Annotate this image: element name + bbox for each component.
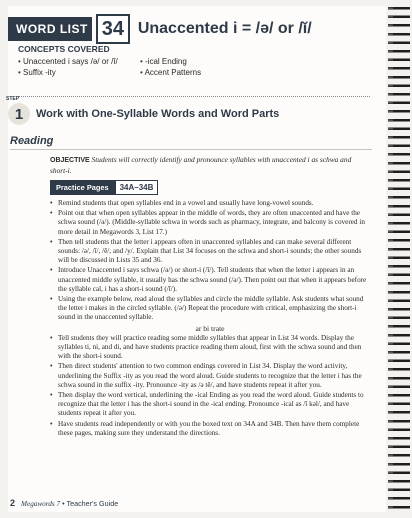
concepts-covered [18, 44, 370, 97]
page-footer: 2 Megawords 7 • Teacher's Guide [10, 498, 119, 508]
list-item: • Then tell students that the letter i appears often in unaccented syllables and can make several different sounds: /ə/, /ĭ/, /ē/, and /y/. Explain that List 34 focuses on the schwa and short-i sounds; the other sounds will be discussed in Lists 35 and 36. [50, 238, 370, 266]
list-item: • Introduce Unaccented i says schwa (/ə/) or short-i (/ĭ/). Tell students that when the letter i appears in an unaccented middle syllable, it usually has the schwa sound (/ə/). Then point out that when it appears before the syllable cal, i has a short-i sound (/ĭ/). [50, 266, 370, 294]
list-item: • Using the example below, read aloud the syllables and circle the middle syllable. Ask students what sound the letter i makes in the circled syllable. (/ə/) Repeat the procedure with critical, emphasizing the short-i sound in the unaccented syllable. [50, 295, 370, 323]
concepts-title: CONCEPTS COVERED [18, 44, 110, 54]
objective [50, 155, 368, 176]
list-item: • Then display the word vertical, underlining the -ical Ending as you read the word aloud. Guide students to recognize that the letter i has the short-i sound in the -ical ending. Pronounce -ical as /ĭ kəl/, and have students repeat it after you. [50, 391, 370, 419]
page-title: Unaccented i = /ə/ or /ĭ/ [137, 20, 312, 37]
step-heading [6, 96, 280, 125]
step-label: STEP [6, 96, 20, 102]
spiral-binding [388, 4, 410, 514]
list-number: 34 [96, 14, 130, 44]
section-title: Reading [10, 135, 54, 147]
step-title: Work with One-Syllable Words and Word Parts [36, 108, 280, 120]
list-item: • Remind students that open syllables end in a vowel and usually have long-vowel sounds. [50, 199, 370, 208]
objective-text: Students will correctly identify and pronounce syllables with unaccented i as schwa and short-i. [50, 155, 352, 175]
word-list-header [8, 14, 312, 44]
objective-label: OBJECTIVE [50, 157, 90, 164]
list-item: • Have students read independently or with you the boxed text on 34A and 34B. Then have them complete these pages, making sure they understand the directions. [50, 420, 370, 438]
concept-item: • Unaccented i says /ə/ or /ĭ/ [18, 57, 140, 66]
list-item: • Then direct students' attention to two common endings covered in List 34. Display the word activity, underlining the Suffix -ity as you read the word aloud. Guide students to recognize that the letter i has the schwa sound in the suffix -ity. Pronounce -ity as /ə tē/, and have students repeat it after you. [50, 362, 370, 390]
practice-pages-range: 34A–34B [115, 180, 159, 195]
list-item: • Point out that when open syllables appear in the middle of words, they are often unaccented and have the schwa sound (/ə/). (Middle-syllable schwa in words such as pharmacy, integrate, and balcony is covered in more detail in Megawords 3, List 17.) [50, 209, 370, 237]
page-number: 2 [10, 498, 16, 508]
word-list-label: WORD LIST [8, 17, 92, 41]
concept-item: • Accent Patterns [140, 68, 300, 77]
section-divider [10, 149, 372, 150]
list-item: • Tell students they will practice reading some middle syllables that appear in List 34 words. Display the syllables ti, ni, and di, and have students practice reading them aloud, first with the schwa sound and then with the short-i sound. [50, 334, 370, 362]
instruction-list [50, 199, 370, 439]
practice-pages-label: Practice Pages [50, 180, 115, 195]
example-syllables: ar bi trate [195, 323, 225, 333]
book-title: Megawords 7 [21, 500, 61, 508]
concept-item: • Suffix -ity [18, 68, 140, 77]
step-badge [6, 96, 30, 125]
concept-item: • -ical Ending [140, 57, 300, 66]
practice-pages [50, 180, 158, 195]
step-number: 1 [14, 105, 24, 123]
guide-title: Teacher's Guide [66, 499, 119, 508]
